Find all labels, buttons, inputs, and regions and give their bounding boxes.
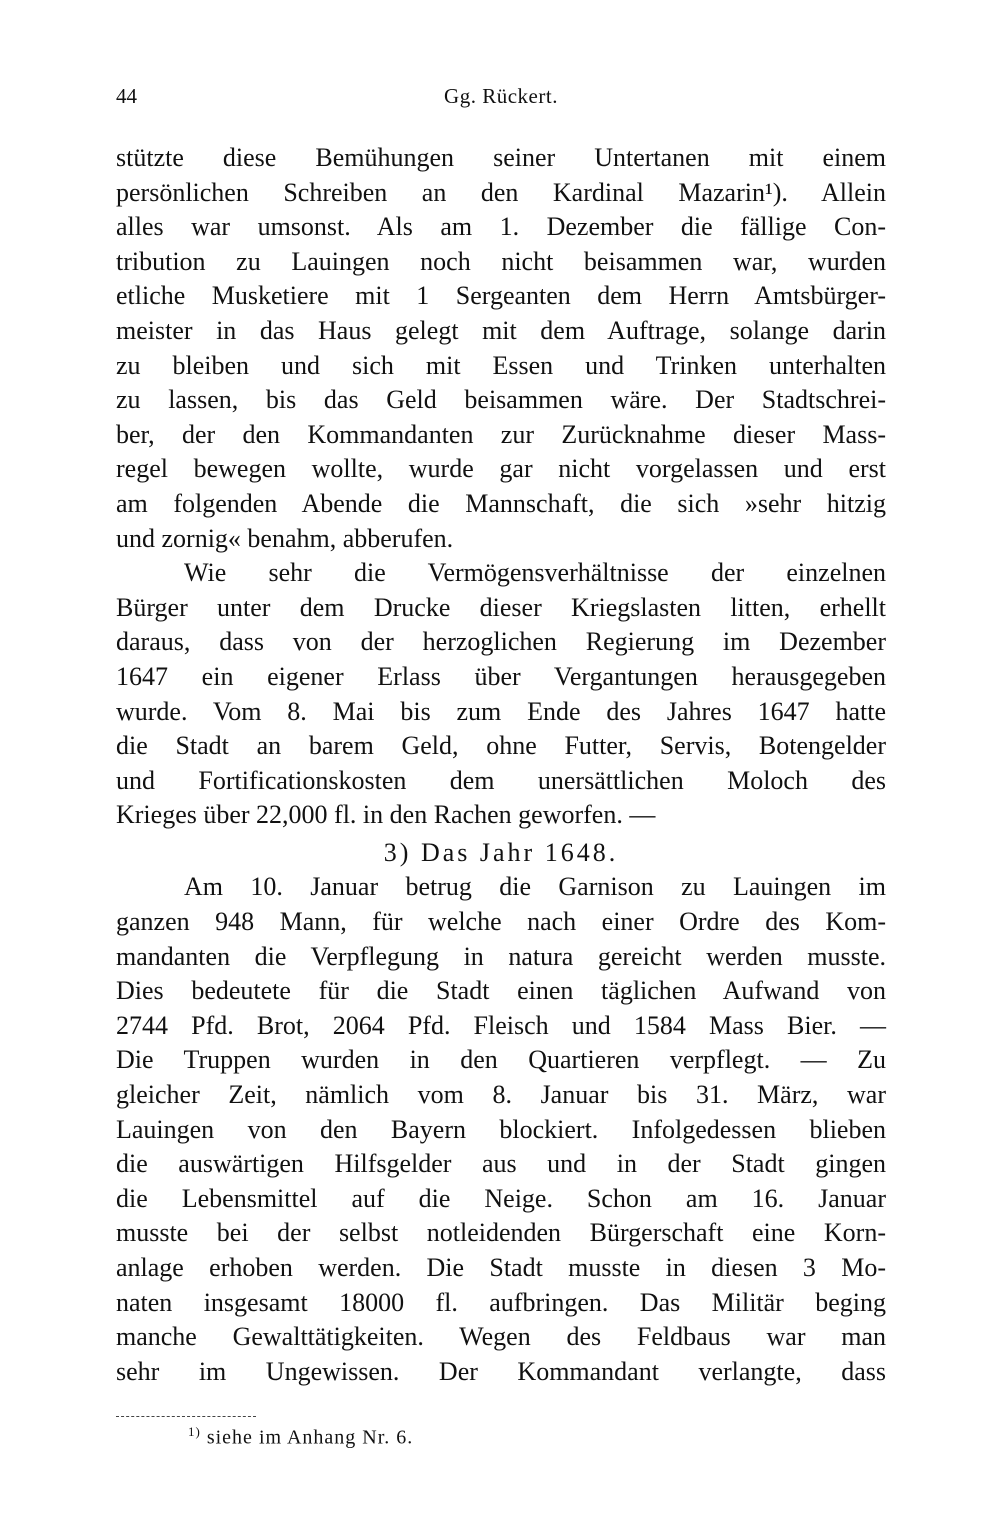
text-line: Lauingen von den Bayern blockiert. Infolgedessen blieben	[116, 1114, 886, 1144]
footnote-marker: 1)	[188, 1424, 201, 1439]
text-line: zu bleiben und sich mit Essen und Trinken unterhalten	[116, 350, 886, 380]
text-line: zu lassen, bis das Geld beisammen wäre. Der Stadtschrei-	[116, 385, 886, 415]
text-line: wurde. Vom 8. Mai bis zum Ende des Jahres 1647 hatte	[116, 696, 886, 726]
section-heading: 3) Das Jahr 1648.	[383, 837, 619, 867]
text-line: 1647 ein eigener Erlass über Vergantungen herausgegeben	[116, 661, 886, 691]
text-line: Die Truppen wurden in den Quartieren verpflegt. — Zu	[116, 1045, 886, 1075]
footnote-divider	[116, 1416, 256, 1417]
text-line: Krieges über 22,000 fl. in den Rachen geworfen. —	[116, 800, 656, 830]
footnote-text: siehe im Anhang Nr. 6.	[200, 1426, 414, 1449]
text-line: stützte diese Bemühungen seiner Untertanen mit einem	[116, 143, 886, 172]
text-line: etliche Musketiere mit 1 Sergeanten dem Herrn Amtsbürger-	[116, 281, 886, 311]
text-line: ganzen 948 Mann, für welche nach einer Ordre des Kom-	[116, 907, 886, 937]
text-line: und zornig« benahm, abberufen.	[116, 523, 454, 553]
text-line: meister in das Haus gelegt mit dem Auftrage, solange darin	[116, 315, 886, 345]
running-head: Gg. Rückert.	[444, 84, 558, 108]
text-line: naten insgesamt 18000 fl. aufbringen. Das Militär beging	[116, 1287, 886, 1317]
text-line: daraus, dass von der herzoglichen Regierung im Dezember	[116, 627, 886, 657]
footnote	[188, 1424, 413, 1450]
text-line: gleicher Zeit, nämlich vom 8. Januar bis 31. März, war	[116, 1080, 886, 1110]
text-line: Dies bedeutete für die Stadt einen täglichen Aufwand von	[116, 976, 886, 1006]
text-line: persönlichen Schreiben an den Kardinal Mazarin¹). Allein	[116, 177, 886, 207]
text-line: anlage erhoben werden. Die Stadt musste in diesen 3 Mo-	[116, 1253, 886, 1282]
text-line: Wie sehr die Vermögensverhältnisse der einzelnen	[184, 558, 886, 588]
text-line: manche Gewalttätigkeiten. Wegen des Feldbaus war man	[116, 1322, 886, 1352]
text-line: die Lebensmittel auf die Neige. Schon am 16. Januar	[116, 1183, 886, 1213]
text-line: regel bewegen wollte, wurde gar nicht vorgelassen und erst	[116, 454, 886, 484]
text-line: die Stadt an barem Geld, ohne Futter, Servis, Botengelder	[116, 731, 886, 761]
page-number: 44	[116, 84, 137, 108]
text-line: die auswärtigen Hilfsgelder aus und in der Stadt gingen	[116, 1149, 886, 1179]
text-line: mandanten die Verpflegung in natura gereicht werden musste.	[116, 941, 886, 971]
text-line: tribution zu Lauingen noch nicht beisammen war, wurden	[116, 246, 886, 276]
text-line: alles war umsonst. Als am 1. Dezember die fällige Con-	[116, 212, 886, 242]
text-line: und Fortificationskosten dem unersättlichen Moloch des	[116, 765, 886, 795]
text-line: sehr im Ungewissen. Der Kommandant verlangte, dass	[116, 1356, 886, 1386]
text-line: Am 10. Januar betrug die Garnison zu Lauingen im	[184, 872, 886, 902]
text-line: am folgenden Abende die Mannschaft, die sich »sehr hitzig	[116, 488, 886, 518]
text-line: Bürger unter dem Drucke dieser Kriegslasten litten, erhellt	[116, 592, 886, 622]
body-text	[116, 141, 886, 1389]
text-line: musste bei der selbst notleidenden Bürgerschaft eine Korn-	[116, 1218, 886, 1248]
text-line: 2744 Pfd. Brot, 2064 Pfd. Fleisch und 1584 Mass Bier. —	[116, 1010, 886, 1040]
page-header	[116, 84, 886, 114]
text-line: ber, der den Kommandanten zur Zurücknahme dieser Mass-	[116, 419, 886, 449]
